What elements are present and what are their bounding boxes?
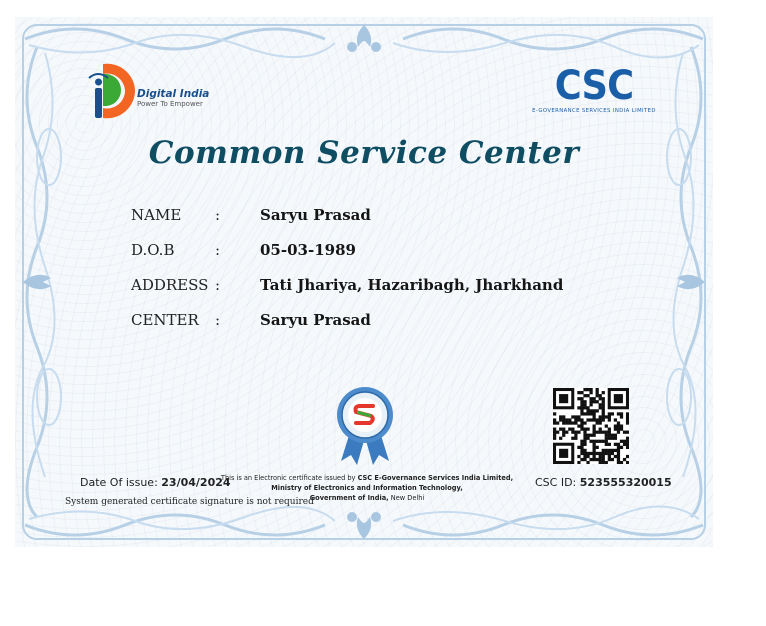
qr-module [599, 452, 602, 455]
qr-module [586, 437, 589, 440]
qr-module [626, 431, 629, 434]
qr-module [583, 428, 586, 431]
qr-module [611, 449, 614, 452]
qr-module [617, 412, 620, 415]
qr-module [589, 397, 592, 400]
qr-module [617, 458, 620, 461]
qr-module [596, 421, 599, 424]
qr-module [593, 409, 596, 412]
notice-prefix: This is an Electronic certificate issued by [220, 474, 356, 482]
qr-module [577, 431, 580, 434]
qr-module [605, 424, 608, 427]
qr-module [580, 406, 583, 409]
qr-module [608, 418, 611, 421]
qr-module [623, 431, 626, 434]
qr-module [586, 412, 589, 415]
qr-module [589, 452, 592, 455]
qr-module [599, 461, 602, 464]
qr-module [589, 418, 592, 421]
qr-module [593, 424, 596, 427]
qr-module [593, 452, 596, 455]
qr-module [617, 461, 620, 464]
issue-date-value: 23/04/2024 [161, 476, 231, 489]
issue-date-label: Date Of issue: [80, 476, 158, 489]
qr-module [602, 431, 605, 434]
qr-module [593, 458, 596, 461]
qr-module [611, 437, 614, 440]
qr-module [596, 388, 599, 391]
qr-module [553, 434, 556, 437]
qr-module [580, 421, 583, 424]
qr-module [617, 452, 620, 455]
qr-module [586, 434, 589, 437]
qr-module [608, 434, 611, 437]
qr-module [596, 409, 599, 412]
qr-module [620, 461, 623, 464]
qr-module [602, 412, 605, 415]
qr-module [553, 428, 556, 431]
issue-date [80, 476, 231, 489]
qr-module [602, 397, 605, 400]
qr-module [614, 424, 617, 427]
qr-module [559, 415, 562, 418]
digital-india-title: Digital India [137, 88, 210, 100]
qr-module [626, 440, 629, 443]
qr-module [583, 431, 586, 434]
qr-module [626, 415, 629, 418]
qr-module [586, 461, 589, 464]
qr-module [599, 397, 602, 400]
qr-module [626, 437, 629, 440]
qr-finder [559, 394, 568, 403]
qr-module [583, 403, 586, 406]
qr-module [583, 455, 586, 458]
qr-module [559, 418, 562, 421]
field-colon: : [215, 311, 221, 329]
qr-module [574, 418, 577, 421]
digital-india-logo [83, 60, 139, 122]
qr-finder [559, 449, 568, 458]
qr-module [580, 458, 583, 461]
field-colon: : [215, 276, 221, 294]
field-colon: : [215, 241, 221, 259]
qr-module [614, 437, 617, 440]
qr-module [605, 452, 608, 455]
notice-line-3 [220, 493, 514, 503]
notice-place: New Delhi [390, 494, 425, 502]
qr-module [562, 428, 565, 431]
qr-module [599, 431, 602, 434]
qr-module [589, 458, 592, 461]
field-colon: : [215, 206, 221, 224]
qr-module [577, 455, 580, 458]
csc-id-label: CSC ID: [535, 476, 577, 489]
qr-module [568, 428, 571, 431]
qr-module [556, 431, 559, 434]
qr-module [608, 452, 611, 455]
qr-finder [614, 394, 623, 403]
csc-id [535, 476, 672, 489]
qr-module [583, 388, 586, 391]
qr-module [568, 421, 571, 424]
qr-module [611, 452, 614, 455]
qr-module [626, 455, 629, 458]
qr-module [620, 424, 623, 427]
qr-module [608, 415, 611, 418]
qr-module [593, 431, 596, 434]
award-badge-icon [333, 385, 397, 467]
qr-module [596, 452, 599, 455]
qr-module [580, 446, 583, 449]
qr-module [593, 455, 596, 458]
qr-module [574, 421, 577, 424]
qr-module [605, 461, 608, 464]
qr-module [620, 428, 623, 431]
qr-module [593, 400, 596, 403]
qr-module [608, 458, 611, 461]
qr-module [593, 397, 596, 400]
qr-module [599, 418, 602, 421]
qr-module [602, 452, 605, 455]
qr-module [593, 443, 596, 446]
qr-module [577, 397, 580, 400]
qr-module [571, 421, 574, 424]
qr-module [562, 418, 565, 421]
qr-module [626, 412, 629, 415]
qr-module [589, 391, 592, 394]
qr-module [586, 428, 589, 431]
qr-module [562, 431, 565, 434]
qr-module [583, 421, 586, 424]
field-label: ADDRESS [131, 276, 209, 294]
qr-module [589, 400, 592, 403]
qr-module [620, 415, 623, 418]
qr-module [596, 440, 599, 443]
qr-module [605, 437, 608, 440]
qr-module [583, 434, 586, 437]
qr-module [602, 418, 605, 421]
issuer-notice [220, 473, 514, 503]
qr-module [602, 458, 605, 461]
qr-module [577, 446, 580, 449]
qr-module [577, 424, 580, 427]
qr-module [608, 428, 611, 431]
qr-module [626, 418, 629, 421]
qr-module [583, 394, 586, 397]
qr-module [593, 412, 596, 415]
csc-logo-text: CSC [554, 63, 634, 109]
qr-module [626, 421, 629, 424]
qr-module [617, 449, 620, 452]
qr-module [562, 415, 565, 418]
qr-module [614, 449, 617, 452]
qr-module [571, 415, 574, 418]
qr-module [596, 458, 599, 461]
qr-module [586, 452, 589, 455]
qr-module [583, 412, 586, 415]
qr-module [562, 434, 565, 437]
qr-module [568, 418, 571, 421]
qr-module [577, 461, 580, 464]
csc-id-value: 523555320015 [579, 476, 672, 489]
qr-module [580, 424, 583, 427]
certificate [15, 17, 713, 547]
qr-module [617, 431, 620, 434]
qr-code [553, 388, 629, 464]
qr-module [605, 443, 608, 446]
qr-module [559, 428, 562, 431]
qr-module [553, 418, 556, 421]
qr-module [580, 443, 583, 446]
qr-module [553, 437, 556, 440]
qr-module [599, 394, 602, 397]
qr-module [571, 431, 574, 434]
qr-module [583, 449, 586, 452]
qr-module [602, 409, 605, 412]
qr-module [580, 397, 583, 400]
qr-module [620, 446, 623, 449]
qr-module [626, 443, 629, 446]
qr-module [599, 415, 602, 418]
qr-module [580, 391, 583, 394]
qr-module [626, 461, 629, 464]
qr-module [565, 418, 568, 421]
qr-module [593, 415, 596, 418]
qr-module [617, 443, 620, 446]
qr-module [574, 415, 577, 418]
qr-module [614, 443, 617, 446]
field-value: Tati Jhariya, Hazaribagh, Jharkhand [260, 276, 564, 294]
qr-module [605, 449, 608, 452]
qr-module [589, 412, 592, 415]
qr-module [580, 409, 583, 412]
qr-module [608, 449, 611, 452]
field-value: 05-03-1989 [260, 241, 356, 259]
field-label: D.O.B [131, 241, 175, 259]
qr-module [586, 409, 589, 412]
field-label: NAME [131, 206, 182, 224]
qr-module [608, 431, 611, 434]
qr-module [574, 434, 577, 437]
qr-module [589, 409, 592, 412]
qr-module [596, 431, 599, 434]
qr-module [596, 391, 599, 394]
qr-module [599, 406, 602, 409]
qr-module [605, 431, 608, 434]
qr-module [577, 406, 580, 409]
qr-module [583, 406, 586, 409]
signature-note: System generated certificate signature is not required [65, 497, 314, 507]
qr-module [580, 403, 583, 406]
qr-module [614, 418, 617, 421]
qr-module [599, 403, 602, 406]
qr-module [623, 443, 626, 446]
qr-module [614, 428, 617, 431]
qr-module [602, 406, 605, 409]
qr-module [614, 455, 617, 458]
field-label: CENTER [131, 311, 199, 329]
qr-module [583, 452, 586, 455]
qr-module [596, 446, 599, 449]
qr-module [596, 394, 599, 397]
qr-module [580, 428, 583, 431]
qr-module [580, 449, 583, 452]
qr-module [571, 437, 574, 440]
qr-module [593, 428, 596, 431]
qr-module [580, 452, 583, 455]
qr-module [577, 391, 580, 394]
qr-module [583, 458, 586, 461]
qr-module [565, 431, 568, 434]
qr-module [583, 440, 586, 443]
qr-module [580, 400, 583, 403]
qr-module [580, 418, 583, 421]
qr-module [583, 400, 586, 403]
qr-module [608, 437, 611, 440]
qr-module [553, 412, 556, 415]
qr-module [602, 455, 605, 458]
qr-module [620, 412, 623, 415]
qr-module [589, 440, 592, 443]
qr-module [574, 431, 577, 434]
qr-module [602, 449, 605, 452]
notice-line-1 [220, 473, 514, 483]
qr-module [611, 434, 614, 437]
qr-module [553, 431, 556, 434]
qr-module [596, 400, 599, 403]
notice-line-2: Ministry of Electronics and Information Technology, [271, 484, 463, 492]
csc-logo [530, 65, 658, 114]
qr-module [602, 461, 605, 464]
qr-module [611, 412, 614, 415]
qr-module [608, 443, 611, 446]
notice-govt: Government of India, [309, 494, 389, 502]
qr-module [577, 415, 580, 418]
qr-module [556, 421, 559, 424]
qr-module [559, 437, 562, 440]
qr-module [583, 443, 586, 446]
notice-org: CSC E-Governance Services India Limited, [357, 474, 514, 482]
qr-module [608, 455, 611, 458]
qr-module [586, 418, 589, 421]
qr-module [605, 415, 608, 418]
qr-module [565, 421, 568, 424]
qr-module [589, 434, 592, 437]
qr-module [577, 418, 580, 421]
digital-india-tagline: Power To Empower [137, 100, 203, 108]
qr-module [593, 449, 596, 452]
qr-module [599, 421, 602, 424]
qr-module [553, 421, 556, 424]
qr-module [614, 434, 617, 437]
qr-module [605, 434, 608, 437]
digital-india-text [137, 88, 209, 108]
qr-module [617, 455, 620, 458]
qr-module [617, 446, 620, 449]
qr-module [623, 458, 626, 461]
qr-module [593, 418, 596, 421]
qr-module [593, 446, 596, 449]
qr-module [586, 455, 589, 458]
qr-module [599, 440, 602, 443]
field-value: Saryu Prasad [260, 206, 371, 224]
qr-module [608, 412, 611, 415]
certificate-title: Common Service Center [148, 135, 580, 171]
qr-module [617, 421, 620, 424]
qr-module [586, 406, 589, 409]
qr-module [602, 391, 605, 394]
qr-module [617, 428, 620, 431]
qr-module [571, 428, 574, 431]
qr-module [599, 455, 602, 458]
qr-module [626, 446, 629, 449]
qr-module [617, 424, 620, 427]
qr-module [602, 403, 605, 406]
qr-module [593, 440, 596, 443]
qr-module [586, 394, 589, 397]
qr-module [602, 440, 605, 443]
qr-module [602, 400, 605, 403]
qr-module [574, 437, 577, 440]
qr-module [580, 412, 583, 415]
qr-module [583, 437, 586, 440]
qr-module [605, 440, 608, 443]
qr-module [562, 421, 565, 424]
qr-module [586, 388, 589, 391]
qr-module [602, 415, 605, 418]
qr-module [589, 388, 592, 391]
qr-module [599, 428, 602, 431]
field-value: Saryu Prasad [260, 311, 371, 329]
csc-subtitle: E-GOVERNANCE SERVICES INDIA LIMITED [532, 108, 656, 114]
qr-module [589, 403, 592, 406]
qr-module [623, 440, 626, 443]
qr-module [620, 440, 623, 443]
qr-module [599, 458, 602, 461]
qr-module [580, 440, 583, 443]
qr-module [593, 434, 596, 437]
qr-module [611, 458, 614, 461]
qr-module [596, 418, 599, 421]
